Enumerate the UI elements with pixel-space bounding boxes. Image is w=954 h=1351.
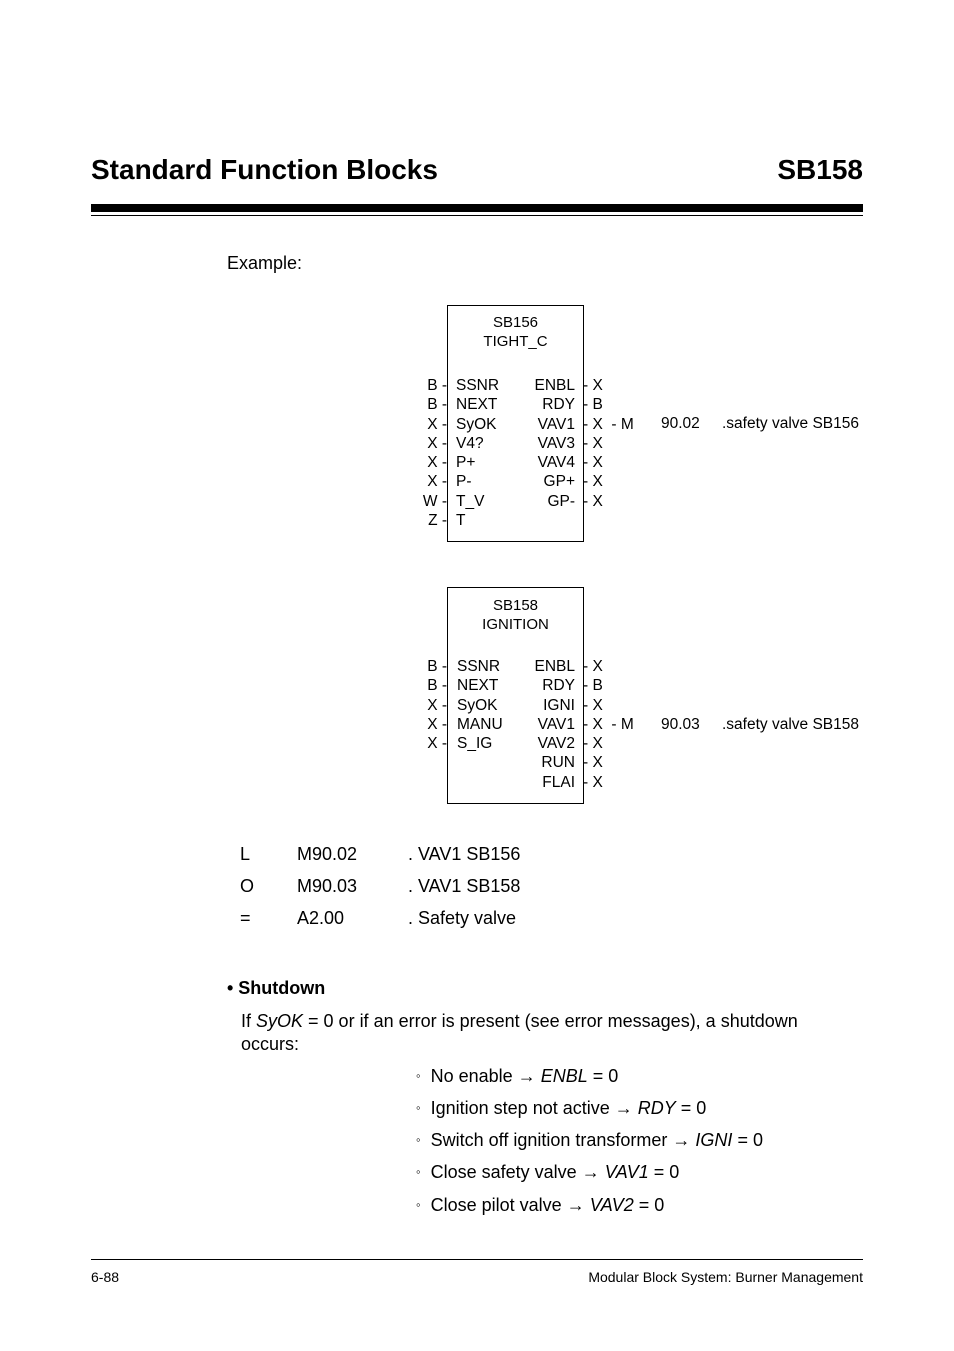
output-pin: IGNI [543, 696, 575, 714]
output-pin: RUN [541, 754, 575, 772]
list-item [416, 1066, 618, 1087]
output-pin: RDY [542, 396, 575, 414]
output-pin: FLAI [542, 773, 575, 791]
header-rule-thick [91, 204, 863, 212]
document-title: Modular Block System: Burner Management [588, 1269, 863, 1285]
item-var: IGNI [695, 1130, 733, 1150]
input-type: X - [427, 473, 447, 491]
output-pin: VAV1 [537, 715, 575, 733]
output-pin: ENBL [534, 658, 575, 675]
text-var: SyOK [256, 1011, 304, 1031]
bullet: ◦ [416, 1164, 421, 1179]
input-pin: P+ [456, 454, 476, 472]
input-pin: T [456, 512, 466, 530]
marker-comment: .safety valve SB158 [722, 716, 859, 733]
output-pin: GP+ [543, 473, 575, 491]
header-rule-thin [91, 215, 863, 216]
input-pin: SyOK [456, 415, 497, 433]
input-type: B - [427, 377, 447, 394]
item-text: Ignition step not active → [430, 1098, 633, 1118]
list-item [416, 1162, 679, 1183]
input-pin: T_V [456, 492, 485, 510]
bullet: ◦ [416, 1197, 421, 1212]
output-type: - X [583, 377, 603, 394]
il-comment: . VAV1 SB156 [408, 844, 521, 864]
block-id-title: SB158 [777, 154, 863, 185]
input-type: X - [427, 415, 447, 433]
input-types [395, 376, 447, 530]
input-type: X - [427, 696, 447, 714]
input-pins [456, 376, 499, 530]
input-pins [457, 657, 503, 753]
output-type: - B [583, 677, 603, 695]
footer-rule [91, 1259, 863, 1260]
il-op: L [240, 844, 251, 864]
item-var: VAV2 [589, 1195, 634, 1215]
il-comment: . VAV1 SB158 [408, 876, 521, 896]
output-type: - X [583, 735, 603, 753]
shutdown-text-line2: occurs: [241, 1034, 300, 1054]
output-type: - X [583, 696, 603, 714]
input-pin: NEXT [456, 396, 498, 414]
list-item [416, 1098, 706, 1119]
output-pin: VAV3 [537, 434, 575, 452]
bullet: ◦ [416, 1068, 421, 1083]
item-value: = 0 [638, 1195, 665, 1215]
output-pin: VAV4 [537, 454, 575, 472]
il-comment: . Safety valve [408, 908, 517, 928]
output-pin: GP- [547, 492, 575, 510]
output-pin: RDY [542, 677, 575, 695]
item-value: = 0 [653, 1162, 680, 1182]
item-value: = 0 [680, 1098, 707, 1118]
output-pin: VAV2 [537, 735, 575, 753]
page-title: Standard Function Blocks [91, 154, 438, 185]
block-name: SB158 [492, 597, 539, 614]
input-pin: MANU [457, 715, 503, 733]
input-pin: S_IG [457, 735, 493, 753]
output-type: - X [583, 473, 603, 491]
input-type: X - [427, 454, 447, 472]
block-type: IGNITION [482, 616, 549, 633]
marker-comment: .safety valve SB156 [722, 415, 859, 432]
input-types [395, 657, 447, 753]
input-type: B - [427, 658, 447, 675]
output-pin: VAV1 [537, 415, 575, 433]
page-number: 6-88 [91, 1269, 120, 1285]
output-type: - X [583, 454, 603, 472]
text-part: = 0 or if an error is present (see error messages), a shutdown [303, 1011, 798, 1031]
output-pins [505, 376, 575, 511]
example-label: Example: [227, 253, 303, 273]
bullet: ◦ [416, 1100, 421, 1115]
item-var: ENBL [540, 1066, 588, 1086]
il-operand: M90.03 [297, 876, 358, 896]
output-types [583, 376, 634, 511]
list-item [416, 1195, 664, 1216]
input-pin: SyOK [457, 696, 498, 714]
block-type: TIGHT_C [483, 333, 548, 350]
block-name: SB156 [492, 314, 539, 331]
il-op: O [240, 876, 255, 896]
item-text: Close pilot valve → [430, 1195, 585, 1215]
marker-address: 90.02 [661, 415, 700, 432]
text-part: If [241, 1011, 257, 1031]
input-type: X - [427, 434, 447, 452]
input-type: B - [427, 677, 447, 695]
input-pin: SSNR [457, 658, 501, 675]
input-pin: NEXT [457, 677, 499, 695]
input-pin: V4? [456, 434, 484, 452]
input-type: Z - [428, 512, 447, 530]
input-type: B - [427, 396, 447, 414]
il-operand: M90.02 [297, 844, 358, 864]
output-pin: ENBL [534, 377, 575, 394]
list-item [416, 1130, 763, 1151]
item-value: = 0 [737, 1130, 763, 1150]
input-type: X - [427, 735, 447, 753]
output-type: - X [583, 773, 603, 791]
output-type: - X [583, 754, 603, 772]
item-text: Switch off ignition transformer → [430, 1130, 691, 1150]
output-type: - B [583, 396, 603, 414]
output-type: - X - M [583, 715, 634, 733]
input-type: X - [427, 715, 447, 733]
input-pin: P- [456, 473, 472, 491]
marker-address: 90.03 [661, 716, 700, 733]
output-type: - X [583, 492, 603, 510]
input-pin: SSNR [456, 377, 500, 394]
il-operand: A2.00 [297, 908, 345, 928]
shutdown-heading: • Shutdown [227, 978, 326, 998]
output-type: - X [583, 434, 603, 452]
shutdown-text-line1 [241, 1011, 798, 1032]
item-var: VAV1 [604, 1162, 649, 1182]
output-type: - X [583, 658, 603, 675]
item-var: RDY [637, 1098, 676, 1118]
bullet: ◦ [416, 1132, 421, 1147]
item-text: Close safety valve → [430, 1162, 600, 1182]
output-types [583, 657, 634, 792]
item-value: = 0 [592, 1066, 619, 1086]
output-pins [505, 657, 575, 792]
output-type: - X - M [583, 415, 634, 433]
item-text: No enable → [430, 1066, 536, 1086]
input-type: W - [422, 492, 447, 510]
il-op: = [240, 908, 251, 928]
